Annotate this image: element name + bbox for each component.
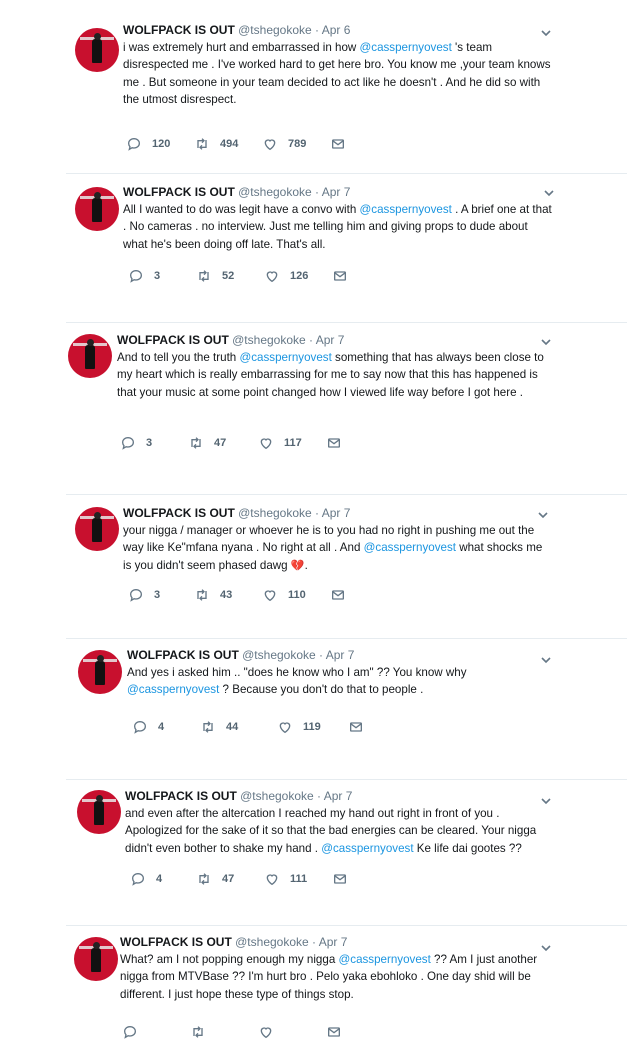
reply-icon [126, 136, 152, 152]
user-handle[interactable]: @tshegokoke [238, 185, 312, 199]
reply-icon [132, 719, 158, 735]
reply-count: 3 [154, 589, 161, 601]
separator-dot: · [308, 935, 319, 949]
retweet-button[interactable] [190, 1024, 216, 1040]
text-segment: ?? Am I just another nigga from MTVBase ?? I'm hurt bro . Pelo yaka ebohloko . One day shid will be different. I just hope these type of things stop. [120, 953, 538, 1001]
retweet-icon [190, 1024, 216, 1040]
mention-link[interactable]: @casspernyovest [127, 683, 220, 697]
retweet-button[interactable] [200, 719, 238, 735]
like-count: 789 [288, 138, 307, 150]
heart-icon [277, 719, 303, 735]
tweet-divider [66, 779, 627, 780]
display-name[interactable]: WOLFPACK IS OUT [125, 789, 237, 803]
envelope-icon [330, 136, 356, 152]
like-button[interactable] [264, 268, 308, 284]
heart-icon [258, 1024, 284, 1040]
direct-message-button[interactable] [348, 719, 374, 735]
envelope-icon [348, 719, 374, 735]
text-segment: . [304, 558, 308, 572]
avatar[interactable] [75, 507, 119, 551]
display-name[interactable]: WOLFPACK IS OUT [117, 333, 229, 347]
tweet-header [127, 647, 552, 663]
text-segment: and even after the altercation I reached my hand out right in front of you . Apologized for the sake of it so that the bad energies can be cleared. Your nigga didn't even bother to shake my hand . [125, 807, 537, 855]
user-handle[interactable]: @tshegokoke [240, 789, 314, 803]
text-segment: what shocks me is you didn't seem phased dawg [123, 541, 543, 572]
reply-count: 3 [146, 437, 153, 449]
like-button[interactable] [262, 136, 306, 152]
tweet-text [117, 349, 553, 401]
user-handle[interactable]: @tshegokoke [235, 935, 309, 949]
retweet-count: 43 [220, 589, 233, 601]
retweet-button[interactable] [194, 136, 238, 152]
user-handle[interactable]: @tshegokoke [238, 506, 312, 520]
chevron-down-icon[interactable] [540, 794, 550, 804]
display-name[interactable]: WOLFPACK IS OUT [123, 23, 235, 37]
mention-link[interactable]: @casspernyovest [239, 351, 332, 364]
reply-button[interactable] [126, 136, 170, 152]
like-count: 110 [288, 589, 306, 601]
text-segment: Ke life dai gootes ?? [413, 841, 522, 855]
heart-icon [264, 871, 290, 887]
heart-icon [262, 136, 288, 152]
reply-icon [128, 587, 154, 603]
envelope-icon [330, 587, 356, 603]
tweet-header [123, 184, 553, 200]
reply-icon [122, 1024, 148, 1040]
chevron-down-icon[interactable] [537, 508, 547, 518]
tweet-timestamp[interactable]: Apr 7 [325, 648, 355, 662]
tweet-header [117, 332, 553, 348]
retweet-count: 494 [220, 138, 239, 150]
reply-count: 120 [152, 138, 171, 150]
tweet-header [123, 505, 553, 521]
retweet-button[interactable] [188, 435, 226, 451]
tweet-text [127, 664, 552, 699]
direct-message-button[interactable] [326, 1024, 352, 1040]
like-count: 119 [303, 721, 321, 733]
display-name[interactable]: WOLFPACK IS OUT [123, 506, 235, 520]
separator-dot: · [315, 648, 326, 662]
retweet-button[interactable] [194, 587, 232, 603]
avatar[interactable] [75, 28, 119, 72]
tweet-text [120, 951, 555, 1003]
tweet-text [123, 39, 553, 108]
retweet-count: 47 [222, 873, 235, 885]
text-segment: 's team disrespected me . I've worked hard to get here bro. You know me ,your team knows me . But someone in your team decided to act like he doesn't . And he did so with the utmost disrespect. [123, 41, 551, 106]
like-button[interactable] [258, 1024, 284, 1040]
separator-dot: · [313, 789, 324, 803]
like-count: 126 [290, 270, 309, 282]
heart-icon [258, 435, 284, 451]
like-count: 117 [284, 437, 302, 449]
reply-button[interactable] [132, 719, 164, 735]
tweet-divider [66, 494, 627, 495]
reply-button[interactable] [128, 268, 160, 284]
user-handle[interactable]: @tshegokoke [232, 333, 306, 347]
heart-icon [264, 268, 290, 284]
mention-link[interactable]: @casspernyovest [338, 953, 431, 966]
text-segment: your nigga / manager or whoever he is to you had no right in pushing me out the way like Ke"mfana nyana . No right at all . And [123, 524, 535, 555]
avatar[interactable] [68, 334, 112, 378]
reply-button[interactable] [120, 435, 152, 451]
mention-link[interactable]: @casspernyovest [359, 41, 452, 54]
envelope-icon [326, 1024, 352, 1040]
envelope-icon [326, 435, 352, 451]
text-segment: something that has always been close to my heart which is really embarrassing for me to say now that this has happened is that your music at some point changed how I viewed life way before I got here . [117, 351, 544, 399]
heart-icon [262, 587, 288, 603]
chevron-down-icon[interactable] [543, 186, 553, 196]
reply-button[interactable] [128, 587, 160, 603]
reply-icon [128, 268, 154, 284]
tweet-timestamp[interactable]: Apr 6 [321, 23, 351, 37]
reply-icon [120, 435, 146, 451]
tweet-header [125, 788, 555, 804]
direct-message-button[interactable] [332, 268, 358, 284]
retweet-button[interactable] [196, 268, 234, 284]
broken-heart-emoji: 💔 [290, 559, 305, 572]
tweet-timestamp[interactable]: Apr 7 [315, 333, 345, 347]
tweet-timestamp[interactable]: Apr 7 [318, 935, 348, 949]
display-name[interactable]: WOLFPACK IS OUT [127, 648, 239, 662]
tweet-divider [66, 322, 627, 323]
reply-count: 3 [154, 270, 161, 282]
retweet-icon [194, 587, 220, 603]
separator-dot: · [311, 185, 322, 199]
retweet-count: 44 [226, 721, 239, 733]
mention-link[interactable]: @casspernyovest [363, 541, 456, 555]
text-segment: All I wanted to do was legit have a convo with [123, 203, 360, 216]
separator-dot: · [305, 333, 316, 347]
direct-message-button[interactable] [330, 136, 356, 152]
separator-dot: · [311, 23, 322, 37]
user-handle[interactable]: @tshegokoke [238, 23, 312, 37]
avatar[interactable] [74, 937, 118, 981]
retweet-icon [196, 268, 222, 284]
reply-icon [130, 871, 156, 887]
tweet-text [123, 201, 553, 253]
avatar[interactable] [78, 650, 122, 694]
reply-count: 4 [158, 721, 165, 733]
avatar[interactable] [77, 790, 121, 834]
retweet-button[interactable] [196, 871, 234, 887]
tweet-timestamp[interactable]: Apr 7 [323, 789, 353, 803]
like-button[interactable] [277, 719, 321, 735]
like-button[interactable] [264, 871, 307, 887]
tweet-divider [66, 173, 627, 174]
retweet-count: 47 [214, 437, 227, 449]
text-segment: And yes i asked him .. "does he know who I am" ?? You know why [127, 666, 467, 679]
tweet-header [120, 934, 555, 950]
text-segment: And to tell you the truth [117, 351, 240, 364]
chevron-down-icon[interactable] [540, 335, 550, 345]
like-count: 111 [290, 873, 308, 885]
mention-link[interactable]: @casspernyovest [359, 203, 452, 216]
reply-count: 4 [156, 873, 163, 885]
tweet-divider [66, 925, 627, 926]
separator-dot: · [311, 506, 322, 520]
tweet-text [125, 805, 555, 857]
user-handle[interactable]: @tshegokoke [242, 648, 316, 662]
tweet-text [123, 522, 553, 575]
direct-message-button[interactable] [326, 435, 352, 451]
retweet-icon [196, 871, 222, 887]
retweet-icon [188, 435, 214, 451]
retweet-count: 52 [222, 270, 235, 282]
text-segment: . A brief one at that . No cameras . no interview. Just me telling him and giving props to dude about what he's been doing off late. That's all. [123, 203, 552, 251]
display-name[interactable]: WOLFPACK IS OUT [120, 935, 232, 949]
tweet-divider [66, 638, 627, 639]
envelope-icon [332, 268, 358, 284]
like-button[interactable] [258, 435, 302, 451]
tweet-header [123, 22, 553, 38]
avatar[interactable] [75, 187, 119, 231]
chevron-down-icon[interactable] [540, 653, 550, 663]
reply-button[interactable] [130, 871, 162, 887]
text-segment: ? Because you don't do that to people . [219, 683, 424, 697]
envelope-icon [332, 871, 358, 887]
retweet-icon [194, 136, 220, 152]
reply-button[interactable] [122, 1024, 148, 1040]
tweet-timestamp[interactable]: Apr 7 [321, 506, 351, 520]
display-name[interactable]: WOLFPACK IS OUT [123, 185, 235, 199]
text-segment: i was extremely hurt and embarrassed in how [123, 41, 360, 54]
retweet-icon [200, 719, 226, 735]
text-segment: What? am I not popping enough my nigga [120, 953, 339, 966]
direct-message-button[interactable] [332, 871, 358, 887]
mention-link[interactable]: @casspernyovest [321, 841, 414, 855]
like-button[interactable] [262, 587, 306, 603]
tweet-timestamp[interactable]: Apr 7 [321, 185, 351, 199]
chevron-down-icon[interactable] [540, 26, 550, 36]
direct-message-button[interactable] [330, 587, 356, 603]
chevron-down-icon[interactable] [540, 941, 550, 951]
